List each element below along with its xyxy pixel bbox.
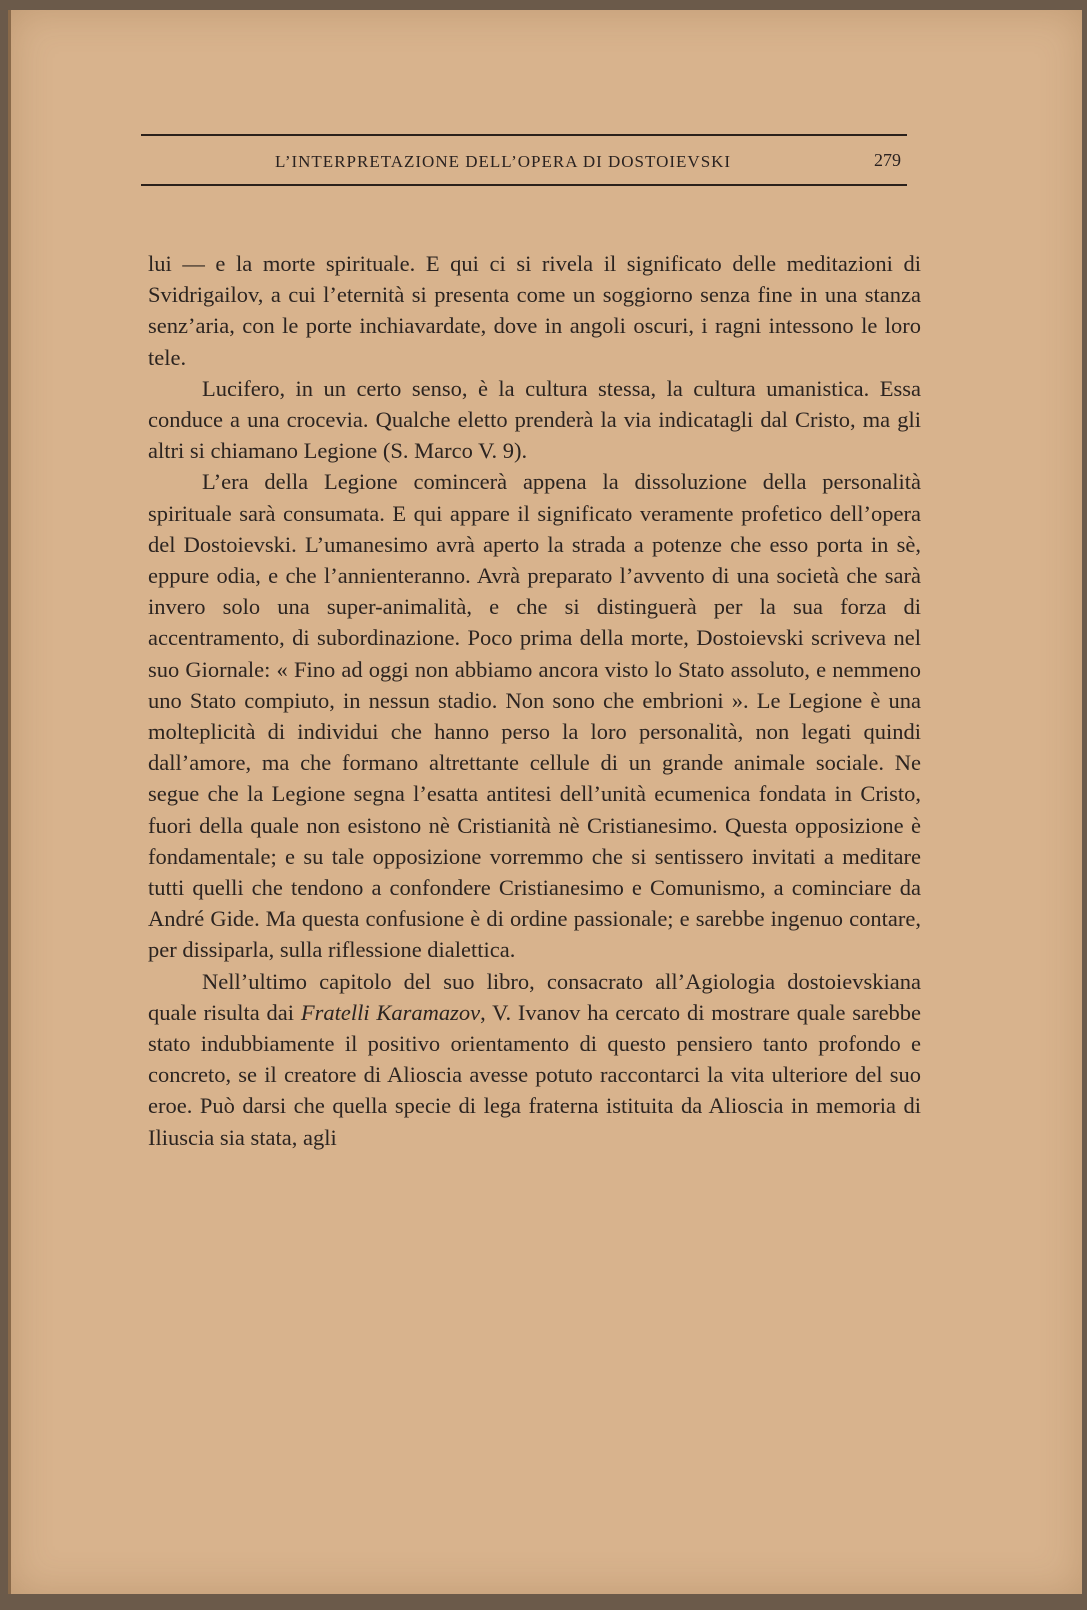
header-rule-top xyxy=(141,134,907,136)
paragraph: lui — e la morte spirituale. E qui ci si rivela il significato delle meditazioni di Svidrigailov, a cui l’eternità si presenta come un soggiorno senza fine in una stanza senz’aria, con le porte inchiavardate, dove in angoli oscuri, i ragni intessono le loro tele. xyxy=(148,251,921,370)
paragraph xyxy=(148,966,921,1153)
paragraph: L’era della Legione comincerà appena la dissoluzione della personalità spirituale sarà consumata. E qui appare il significato veramente profetico dell’opera del Dostoievski. L’umanesimo avrà aperto la strada a potenze che esso porta in sè, eppure odia, e che l’annienteranno. Avrà preparato l’avvento di una società che sarà invero solo una super-animalità, e che si distinguerà per la sua forza di accentramento, di subordinazione. Poco prima della morte, Dostoievski scriveva nel suo Giornale: « Fino ad oggi non abbiamo ancora visto lo Stato assoluto, e nemmeno uno Stato compiuto, in nessun stadio. Non sono che embrioni ». Le Legione è una molteplicità di individui che hanno perso la loro personalità, non legati quindi dall’amore, ma che formano altrettante cellule di un grande animale sociale. Ne segue che la Legione segna l’esatta antitesi dell’unità ecumenica fondata in Cristo, fuori della quale non esistono nè Cristianità nè Cristianesimo. Questa opposizione è fondamentale; e su tale opposizione vorremmo che si sentissero invitati a meditare tutti quelli che tendono a confondere Cristianesimo e Comunismo, a cominciare da André Gide. Ma questa confusione è di ordine passionale; e sarebbe ingenuo contare, per dissiparla, sulla riflessione dialettica. xyxy=(148,469,921,963)
book-page xyxy=(8,10,1082,1594)
paragraph-text: Nell’ultimo capitolo del suo libro, consacrato all’Agiologia dostoievskiana quale risulta dai xyxy=(148,968,921,1025)
paragraph-text: , V. Ivanov ha cercato di mostrare quale sarebbe stato indubbiamente il positivo orientamento di questo pensiero tanto profondo e concreto, se il creatore di Alioscia avesse potuto raccontarci la vita ulteriore del suo eroe. Può darsi che quella specie di lega fraterna istituita da Alioscia in memoria di Iliuscia sia stata, agli xyxy=(148,999,922,1150)
page-header xyxy=(141,134,907,186)
body-text xyxy=(148,248,921,1153)
book-title: Fratelli Karamazov xyxy=(300,999,481,1025)
paragraph: Lucifero, in un certo senso, è la cultura stessa, la cultura umanistica. Essa conduce a una crocevia. Qualche eletto prenderà la via indicatagli dal Cristo, ma gli altri si chiamano Legione (S. Marco V. 9). xyxy=(148,375,921,464)
page-number: 279 xyxy=(874,150,901,170)
header-rule-bottom xyxy=(141,184,907,186)
running-title: L’INTERPRETAZIONE DELL’OPERA DI DOSTOIEVSKI xyxy=(275,152,732,171)
